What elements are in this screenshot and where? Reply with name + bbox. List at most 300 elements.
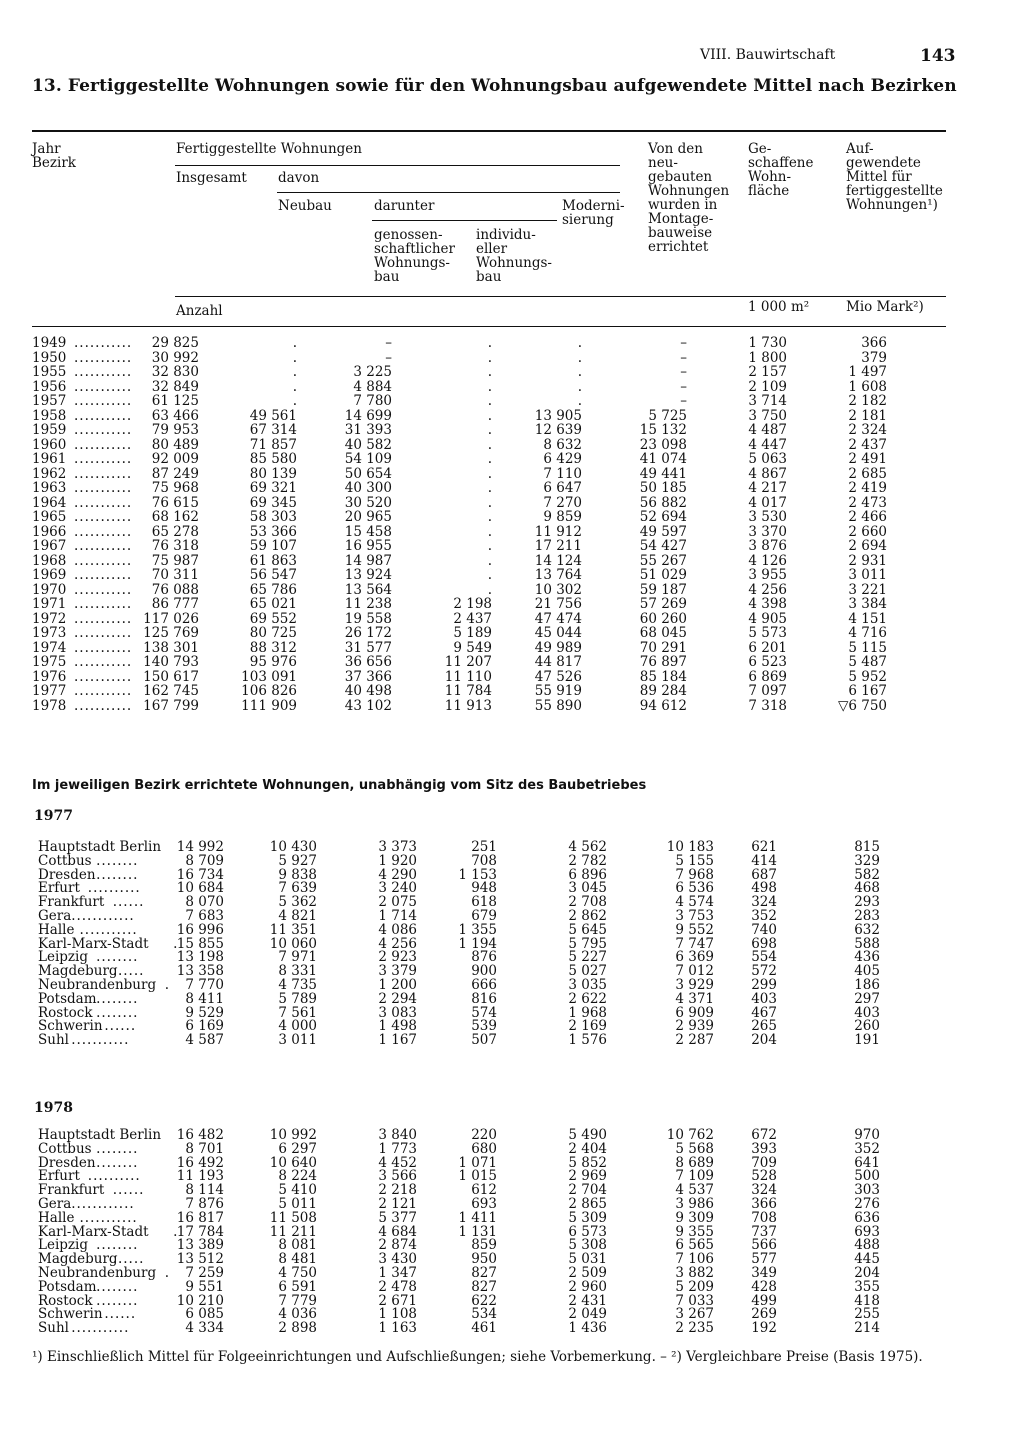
table-row [32,655,992,669]
table-cell: 55 890 [534,697,582,714]
leader-dots: ........ [96,1278,139,1295]
table-row [32,641,992,655]
table-cell: 14 699 [344,407,392,424]
leader-dots: ........... [74,523,133,540]
table-cell: 76 615 [151,494,199,511]
table-cell: 80 489 [151,436,199,453]
leader-dots: .......... [87,1168,141,1185]
row-label: 1973 [32,625,67,641]
table-row [32,467,992,481]
table-cell: 55 267 [639,552,687,569]
table-cell: 7 110 [543,465,582,482]
table-cell: 5 410 [278,1182,317,1199]
table-row [32,1280,992,1294]
table-cell: 29 825 [151,335,199,351]
table-cell: 260 [854,1018,880,1035]
page-number: 143 [920,46,956,66]
table-row [32,583,992,597]
leader-dots: ........... [74,552,133,569]
table-cell: 2 865 [568,1196,607,1212]
table-row [32,1183,992,1197]
row-label: Magdeburg [38,963,118,980]
table-cell: 687 [751,866,777,883]
table-cell: . [577,349,582,366]
table-cell: 10 992 [269,1127,317,1143]
table-cell: 80 725 [249,625,297,641]
table-row [32,1225,992,1239]
table-cell: 192 [751,1320,777,1337]
table-cell: 11 913 [444,697,492,714]
table-cell: 2 198 [453,596,492,612]
header-montagebauweise: Von den neu- gebauten Wohnungen wurden in Montage- bauweise errichtet [648,141,730,255]
table-cell: 612 [471,1182,497,1199]
table-cell: 6 167 [848,683,887,699]
table-cell: 9 309 [675,1209,714,1226]
table-cell: 6 536 [675,880,714,897]
table-cell: 8 114 [185,1182,224,1199]
table-cell: 303 [854,1182,880,1199]
table-cell: 4 256 [748,581,787,598]
table-cell: 393 [751,1140,777,1157]
table-cell: 7 109 [675,1168,714,1185]
row-label: 1970 [32,581,67,598]
leader-dots: ........... [74,581,133,598]
table-cell: 2 437 [453,610,492,627]
row-label: 1958 [32,407,67,424]
table-cell: 95 976 [249,654,297,670]
row-label: 1959 [32,422,67,438]
table-cell: 140 793 [143,654,199,670]
table-cell: 8 224 [278,1168,317,1185]
table-cell: 621 [751,839,777,855]
table-cell: 1 015 [458,1168,497,1185]
table-cell: 214 [854,1320,880,1337]
table-cell: 709 [751,1154,777,1171]
table-cell: 1 714 [378,908,417,924]
table-cell: 61 863 [249,552,297,569]
leader-dots: ........... [79,921,138,938]
table-cell: 7 097 [748,683,787,699]
year-heading-1977: 1977 [34,808,73,824]
table-cell: . [292,364,297,380]
table-cell: 5 377 [378,1209,417,1226]
leader-dots: ........... [74,697,133,714]
table-cell: . [487,480,492,496]
table-row [32,1006,992,1020]
table-cell: 4 684 [378,1223,417,1240]
table-cell: 2 109 [748,378,787,395]
table-row [32,1142,992,1156]
table-cell: 10 183 [666,839,714,855]
table-cell: . [487,523,492,540]
table-cell: 679 [471,908,497,924]
table-cell: 1 108 [378,1306,417,1323]
table-cell: 3 370 [748,523,787,540]
table-cell: . [487,378,492,395]
table-cell: . [487,567,492,583]
table-cell: 40 300 [344,480,392,496]
table-cell: 324 [751,894,777,911]
table-row [32,684,992,698]
row-label: Dresden [38,866,96,883]
table-cell: 3 986 [675,1196,714,1212]
table-cell: 2 287 [675,1032,714,1049]
table-cell: 3 530 [748,509,787,525]
table-cell: 1 968 [568,1004,607,1021]
row-label: Cottbus [38,1140,92,1157]
table-cell: 1 498 [378,1018,417,1035]
table-cell: 403 [854,1004,880,1021]
table-row [32,452,992,466]
table-cell: 5 155 [675,852,714,869]
table-cell: 588 [854,935,880,952]
davon-rule [277,192,620,193]
table-row [32,909,992,923]
table-cell: 1 200 [378,977,417,993]
table-cell: 498 [751,880,777,897]
table-cell: 43 102 [344,697,392,714]
table-cell: 436 [854,949,880,966]
row-label: Rostock [38,1004,93,1021]
table-cell: 16 492 [176,1154,224,1171]
table-cell: 4 126 [748,552,787,569]
table-cell: 7 968 [675,866,714,883]
table-cell: . [292,335,297,351]
table-cell: 468 [854,880,880,897]
table-row [32,554,992,568]
table-cell: . [577,378,582,395]
table-cell: 2 969 [568,1168,607,1185]
row-label: Neubrandenburg [38,1265,157,1281]
leader-dots: ........ [96,1004,139,1021]
table-cell: 265 [751,1018,777,1035]
table-row [32,964,992,978]
table-cell: 5 573 [748,625,787,641]
table-cell: 20 965 [344,509,392,525]
table-cell: 4 487 [748,422,787,438]
table-row [32,1266,992,1280]
table-cell: 87 249 [151,465,199,482]
table-cell: 23 098 [639,436,687,453]
table-row [32,336,992,350]
leader-dots: ........ [96,949,139,966]
table-cell: 666 [471,977,497,993]
table-cell: 2 960 [568,1278,607,1295]
table-cell: 4 217 [748,480,787,496]
leader-dots: ........... [74,610,133,627]
row-label: Halle [38,921,75,938]
table-cell: 1 071 [458,1154,497,1171]
header-wohnflaeche: Ge- schaffene Wohn- fläche [748,141,814,199]
table-cell: 7 012 [675,963,714,980]
table-cell: 1 153 [458,866,497,883]
table-cell: 65 786 [249,581,297,598]
leader-dots: ........... [74,509,133,525]
table-row [32,992,992,1006]
table-cell: 7 033 [675,1292,714,1309]
table-cell: . [577,364,582,380]
table-cell: 52 694 [639,509,687,525]
table-cell: 61 125 [151,393,199,409]
table-cell: 17 784 [176,1223,224,1240]
table-cell: – [680,364,687,380]
table-cell: 2 169 [568,1018,607,1035]
table-cell: 5 027 [568,963,607,980]
table-cell: 4 574 [675,894,714,911]
header-mittel: Auf- gewendete Mittel für fertiggestellte Wohnungen¹) [846,141,943,213]
table-cell: 1 773 [378,1140,417,1157]
table-cell: 4 735 [278,977,317,993]
table-cell: 488 [854,1237,880,1254]
table-cell: . [487,509,492,525]
table-cell: 1 355 [458,921,497,938]
table-cell: 85 184 [639,668,687,685]
leader-dots: ...... [104,1018,137,1035]
table-cell: 1 497 [848,364,887,380]
table-cell: 10 430 [269,839,317,855]
table-row [32,510,992,524]
table-cell: 618 [471,894,497,911]
table-cell: 71 857 [249,436,297,453]
table-cell: 11 508 [269,1209,317,1226]
table-cell: . [292,349,297,366]
table-cell: 54 427 [639,538,687,554]
table-cell: 11 211 [269,1223,317,1240]
table-cell: 56 882 [639,494,687,511]
table-cell: 269 [751,1306,777,1323]
table-row [32,1197,992,1211]
table-cell: 5 115 [848,639,887,656]
table-cell: 15 855 [176,935,224,952]
row-label: Frankfurt [38,894,105,911]
table-cell: 1 576 [568,1032,607,1049]
table-cell: 2 181 [848,407,887,424]
table-cell: 2 218 [378,1182,417,1199]
table-cell: 3 750 [748,407,787,424]
table-cell: 13 389 [176,1237,224,1254]
table-cell: 1 920 [378,852,417,869]
leader-dots: ........... [74,683,133,699]
table-row [32,868,992,882]
table-cell: 1 194 [458,935,497,952]
row-label: Erfurt [38,880,80,897]
table-cell: 4 452 [378,1154,417,1171]
table-cell: 79 953 [151,422,199,438]
table-cell: 41 074 [639,451,687,467]
row-label: 1949 [32,335,67,351]
table-cell: 4 905 [748,610,787,627]
table-cell: 3 011 [278,1032,317,1049]
table-cell: 2 704 [568,1182,607,1199]
table-cell: 1 347 [378,1265,417,1281]
leader-dots: . [154,1265,171,1281]
table-cell: 329 [854,852,880,869]
table-cell: 950 [471,1251,497,1268]
row-label: 1955 [32,364,67,380]
table-cell: 89 284 [639,683,687,699]
table-cell: 816 [471,990,497,1007]
row-label: 1961 [32,451,67,467]
table-cell: 499 [751,1292,777,1309]
table-cell: 6 909 [675,1004,714,1021]
table-cell: 1 730 [748,335,787,351]
table-cell: 9 549 [453,639,492,656]
table-cell: 26 172 [344,625,392,641]
table-cell: 948 [471,880,497,897]
table-cell: 5 927 [278,852,317,869]
table-cell: 69 552 [249,610,297,627]
table-cell: 7 270 [543,494,582,511]
table-cell: . [577,393,582,409]
table-cell: 67 314 [249,422,297,438]
table-cell: 13 905 [534,407,582,424]
table-cell: 539 [471,1018,497,1035]
table-cell: 414 [751,852,777,869]
table-cell: 7 779 [278,1292,317,1309]
table-cell: 3 714 [748,393,787,409]
table-cell: 8 701 [185,1140,224,1157]
table-cell: 3 430 [378,1251,417,1268]
table-cell: 8 331 [278,963,317,980]
table-cell: 7 639 [278,880,317,897]
header-modernisierung: Moderni- sierung [562,198,625,228]
row-label: 1967 [32,538,67,554]
table-cell: 1 608 [848,378,887,395]
table-cell: 3 882 [675,1265,714,1281]
table-cell: 2 121 [378,1196,417,1212]
leader-dots: ............ [71,908,135,924]
table-cell: 68 162 [151,509,199,525]
table-cell: 6 896 [568,866,607,883]
table-cell: 737 [751,1223,777,1240]
table-cell: 14 124 [534,552,582,569]
row-label: 1978 [32,697,67,714]
table-cell: 40 582 [344,436,392,453]
table-cell: 8 411 [185,990,224,1007]
table-cell: 5 189 [453,625,492,641]
table-cell: 125 769 [143,625,199,641]
table-cell: 1 163 [378,1320,417,1337]
table-cell: 11 110 [444,668,492,685]
table-cell: 3 240 [378,880,417,897]
table-cell: 4 867 [748,465,787,482]
table-cell: 1 800 [748,349,787,366]
row-label: Rostock [38,1292,93,1309]
table-cell: 11 193 [176,1168,224,1185]
table-cell: 2 404 [568,1140,607,1157]
table-cell: 14 987 [344,552,392,569]
table-cell: 15 458 [344,523,392,540]
unit-top-rule [175,296,946,297]
table-cell: 2 931 [848,552,887,569]
table-cell: 7 971 [278,949,317,966]
table-cell: 10 640 [269,1154,317,1171]
table-cell: 528 [751,1168,777,1185]
table-cell: 8 709 [185,852,224,869]
row-label: 1971 [32,596,67,612]
row-label: Karl-Marx-Stadt [38,935,149,952]
table-cell: 3 373 [378,839,417,855]
table-cell: 6 085 [185,1306,224,1323]
table-cell: 574 [471,1004,497,1021]
unit-mittel: Mio Mark²) [846,299,924,315]
table-row [32,1033,992,1047]
leader-dots: ........... [74,378,133,395]
row-label: 1960 [32,436,67,453]
table-row [32,670,992,684]
table-cell: 708 [471,852,497,869]
header-jahr: Jahr [32,141,61,157]
table-cell: 7 106 [675,1251,714,1268]
table-cell: 59 187 [639,581,687,598]
table-cell: 5 309 [568,1209,607,1226]
table-cell: 2 324 [848,422,887,438]
table-cell: 3 035 [568,977,607,993]
table-cell: 7 876 [185,1196,224,1212]
table-cell: 3 876 [748,538,787,554]
table-cell: 708 [751,1209,777,1226]
table-cell: 10 684 [176,880,224,897]
table-cell: 5 725 [648,407,687,424]
table-cell: 103 091 [241,668,297,685]
table-row [32,840,992,854]
table-cell: 3 566 [378,1168,417,1185]
table-cell: 106 826 [241,683,297,699]
table-cell: 672 [751,1127,777,1143]
table-cell: 3 753 [675,908,714,924]
table-cell: ▽6 750 [837,697,887,714]
header-neubau: Neubau [278,198,332,214]
leader-dots: ........... [79,1209,138,1226]
table-cell: 63 466 [151,407,199,424]
table-cell: 204 [751,1032,777,1049]
table-row [32,409,992,423]
table-cell: 13 198 [176,949,224,966]
table-cell: 56 547 [249,567,297,583]
table-cell: 4 821 [278,908,317,924]
table-cell: 577 [751,1251,777,1268]
row-label: Schwerin [38,1306,103,1323]
table-cell: 2 466 [848,509,887,525]
table-cell: 88 312 [249,639,297,656]
leader-dots: ........... [74,465,133,482]
table-cell: 7 561 [278,1004,317,1021]
table-cell: . [487,581,492,598]
table-cell: 255 [854,1306,880,1323]
header-individuell: individu- eller Wohnungs- bau [476,227,552,285]
table-cell: 69 321 [249,480,297,496]
table-row [32,612,992,626]
table-cell: . [487,407,492,424]
unit-bottom-rule [32,326,946,327]
table-cell: 622 [471,1292,497,1309]
table-cell: 6 523 [748,654,787,670]
table-cell: 379 [861,349,887,366]
table-cell: 4 398 [748,596,787,612]
table-cell: 65 278 [151,523,199,540]
fertig-rule [175,165,620,166]
table-cell: 2 660 [848,523,887,540]
table-cell: 186 [854,977,880,993]
table-row [32,895,992,909]
table-cell: . [487,552,492,569]
table-cell: 7 780 [353,393,392,409]
leader-dots: ........... [74,335,133,351]
table-row [32,626,992,640]
table-cell: 6 565 [675,1237,714,1254]
table-row [32,881,992,895]
leader-dots: . [162,1223,179,1240]
